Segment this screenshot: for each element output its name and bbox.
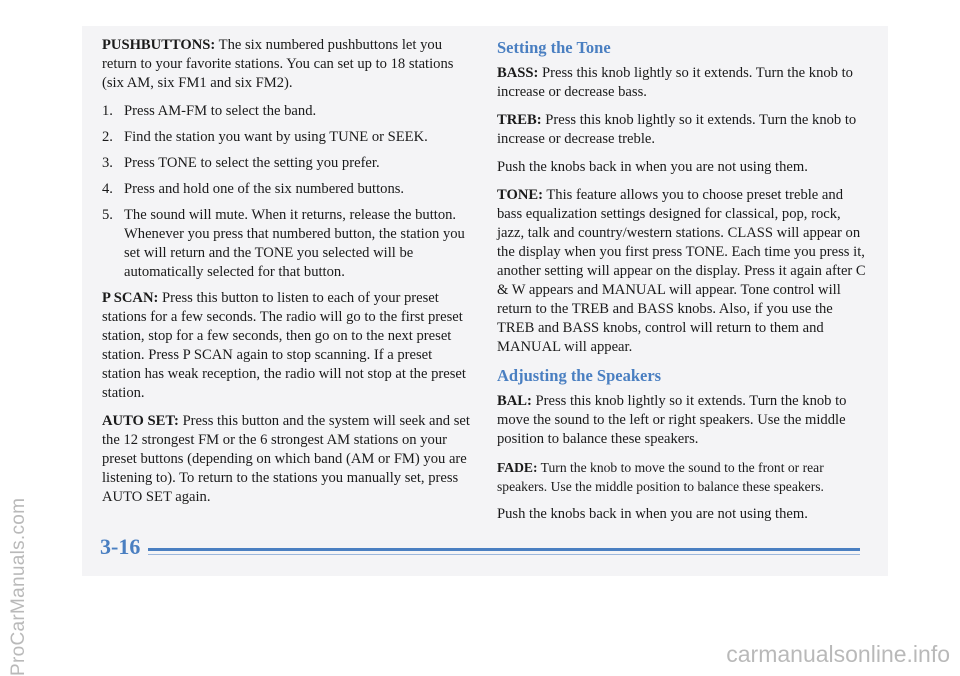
step-text: The sound will mute. When it returns, release the button. Whenever you press that numbered button, the station you set will return and the TONE you selected will be automatically selected for that button. — [124, 207, 465, 280]
fade-paragraph — [497, 458, 867, 496]
tone-paragraph — [497, 186, 867, 357]
pscan-text: Press this button to listen to each of your preset stations for a few seconds. The radio will go to the first preset station, stop for a few seconds, then go on to the next preset station. Press P SCAN again to stop scanning. If a preset station has weak reception, the radio will not stop at the preset station. — [102, 290, 466, 401]
step-number: 5. — [102, 207, 113, 223]
treb-label: TREB: — [497, 112, 542, 128]
step-text: Press AM-FM to select the band. — [124, 103, 317, 119]
step-number: 1. — [102, 103, 113, 119]
steps-list — [102, 102, 474, 282]
fade-label: FADE: — [497, 460, 538, 475]
tone-text: This feature allows you to choose preset treble and bass equalization settings designed for classical, pop, rock, jazz, talk and country/western stations. CLASS will appear on the display when you first press TONE. Each time you press it, another setting will appear on the display. Press it again after C & W appears and MANUAL will appear. Tone control will return to the TREB and BASS knobs. Also, if you use the TREB and BASS knobs, control will return to them and MANUAL will appear. — [497, 187, 866, 355]
step-item — [102, 180, 474, 199]
pushbuttons-paragraph — [102, 36, 474, 93]
step-text: Find the station you want by using TUNE or SEEK. — [124, 129, 428, 145]
autoset-label: AUTO SET: — [102, 413, 179, 429]
bal-text: Press this knob lightly so it extends. Turn the knob to move the sound to the left or right speakers. Use the middle position to balance these speakers. — [497, 393, 847, 447]
bal-paragraph — [497, 392, 867, 449]
footer-rule — [148, 548, 860, 551]
left-column — [102, 36, 474, 516]
fade-text: Turn the knob to move the sound to the front or rear speakers. Use the middle position to balance these speakers. — [497, 460, 824, 494]
bass-text: Press this knob lightly so it extends. Turn the knob to increase or decrease bass. — [497, 65, 853, 100]
step-item — [102, 154, 474, 173]
step-text: Press and hold one of the six numbered buttons. — [124, 181, 405, 197]
footer-rule-thin — [148, 554, 860, 555]
step-number: 2. — [102, 129, 113, 145]
step-item — [102, 102, 474, 121]
pscan-label: P SCAN: — [102, 290, 159, 306]
bass-paragraph — [497, 64, 867, 102]
step-item — [102, 128, 474, 147]
pushbuttons-text: The six numbered pushbuttons let you return to your favorite stations. You can set up to 18 stations (six AM, six FM1 and six FM2). — [102, 37, 454, 91]
treb-paragraph — [497, 111, 867, 149]
right-column — [497, 36, 867, 533]
step-number: 3. — [102, 155, 113, 171]
tone-label: TONE: — [497, 187, 543, 203]
step-item — [102, 206, 474, 282]
bal-label: BAL: — [497, 393, 532, 409]
step-text: Press TONE to select the setting you prefer. — [124, 155, 380, 171]
step-number: 4. — [102, 181, 113, 197]
side-watermark: ProCarManuals.com — [8, 497, 29, 676]
pscan-paragraph — [102, 289, 474, 403]
bass-label: BASS: — [497, 65, 539, 81]
treb-text: Press this knob lightly so it extends. Turn the knob to increase or decrease treble. — [497, 112, 857, 147]
push-back-note: Push the knobs back in when you are not using them. — [497, 159, 808, 175]
push-back-note: Push the knobs back in when you are not using them. — [497, 506, 808, 522]
pushbuttons-label: PUSHBUTTONS: — [102, 37, 216, 53]
autoset-paragraph — [102, 412, 474, 507]
bottom-watermark: carmanualsonline.info — [726, 641, 950, 667]
page-number: 3-16 — [100, 534, 141, 559]
setting-tone-heading: Setting the Tone — [497, 38, 611, 57]
adjusting-speakers-heading: Adjusting the Speakers — [497, 366, 662, 385]
autoset-text: Press this button and the system will seek and set the 12 strongest FM or the 6 strongest AM stations on your preset buttons (depending on which band (AM or FM) you are listening to). To return to the stations you manually set, press AUTO SET again. — [102, 413, 470, 505]
